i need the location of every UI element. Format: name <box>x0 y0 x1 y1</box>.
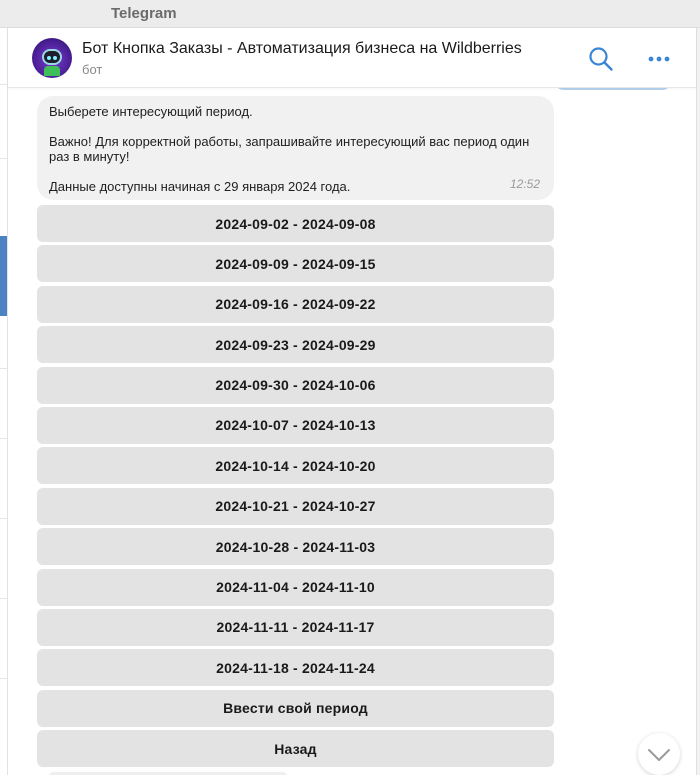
chat-list-divider <box>0 598 8 599</box>
chat-list-divider <box>0 518 8 519</box>
scroll-down-button[interactable] <box>638 733 680 775</box>
chat-list-divider <box>0 678 8 679</box>
inline-keyboard <box>37 205 554 770</box>
window-right-edge <box>696 28 700 775</box>
period-button[interactable]: 2024-09-09 - 2024-09-15 <box>37 245 554 282</box>
period-button[interactable]: 2024-09-02 - 2024-09-08 <box>37 205 554 242</box>
message-time: 12:52 <box>509 177 540 191</box>
window-title: Telegram <box>111 5 177 22</box>
bot-avatar[interactable] <box>32 38 72 78</box>
back-button[interactable]: Назад <box>37 730 554 767</box>
chat-area[interactable] <box>8 88 696 775</box>
chat-list-divider <box>0 368 8 369</box>
period-button[interactable]: 2024-09-16 - 2024-09-22 <box>37 286 554 323</box>
period-button[interactable]: 2024-10-21 - 2024-10-27 <box>37 488 554 525</box>
period-button[interactable]: 2024-09-23 - 2024-09-29 <box>37 326 554 363</box>
message-bubble[interactable] <box>37 96 554 200</box>
chat-list-edge[interactable] <box>0 28 8 775</box>
window-titlebar <box>0 0 700 28</box>
period-button[interactable]: 2024-10-14 - 2024-10-20 <box>37 447 554 484</box>
message-text-line: Выберете интересующий период. <box>49 104 253 119</box>
message-text-line: Данные доступны начиная с 29 января 2024 года. <box>49 179 351 194</box>
period-button[interactable]: 2024-09-30 - 2024-10-06 <box>37 367 554 404</box>
chevron-down-icon <box>638 733 680 775</box>
chat-list-divider <box>0 84 8 85</box>
chat-list-divider <box>0 438 8 439</box>
selected-chat-indicator <box>0 236 7 316</box>
search-icon[interactable] <box>588 46 614 72</box>
period-button[interactable]: 2024-11-18 - 2024-11-24 <box>37 649 554 686</box>
custom-period-button[interactable]: Ввести свой период <box>37 690 554 727</box>
period-button[interactable]: 2024-11-11 - 2024-11-17 <box>37 609 554 646</box>
more-icon[interactable] <box>644 46 674 72</box>
period-button[interactable]: 2024-11-04 - 2024-11-10 <box>37 569 554 606</box>
chat-header <box>8 28 696 88</box>
period-button[interactable]: 2024-10-28 - 2024-11-03 <box>37 528 554 565</box>
message-text-line: Важно! Для корректной работы, запрашивайте интересующий вас период один раз в минуту! <box>49 134 530 164</box>
robot-icon <box>42 49 62 65</box>
chat-title[interactable]: Бот Кнопка Заказы - Автоматизация бизнеса на Wildberries <box>82 40 522 57</box>
chat-list-divider <box>0 158 8 159</box>
chat-status: бот <box>82 62 103 77</box>
period-button[interactable]: 2024-10-07 - 2024-10-13 <box>37 407 554 444</box>
